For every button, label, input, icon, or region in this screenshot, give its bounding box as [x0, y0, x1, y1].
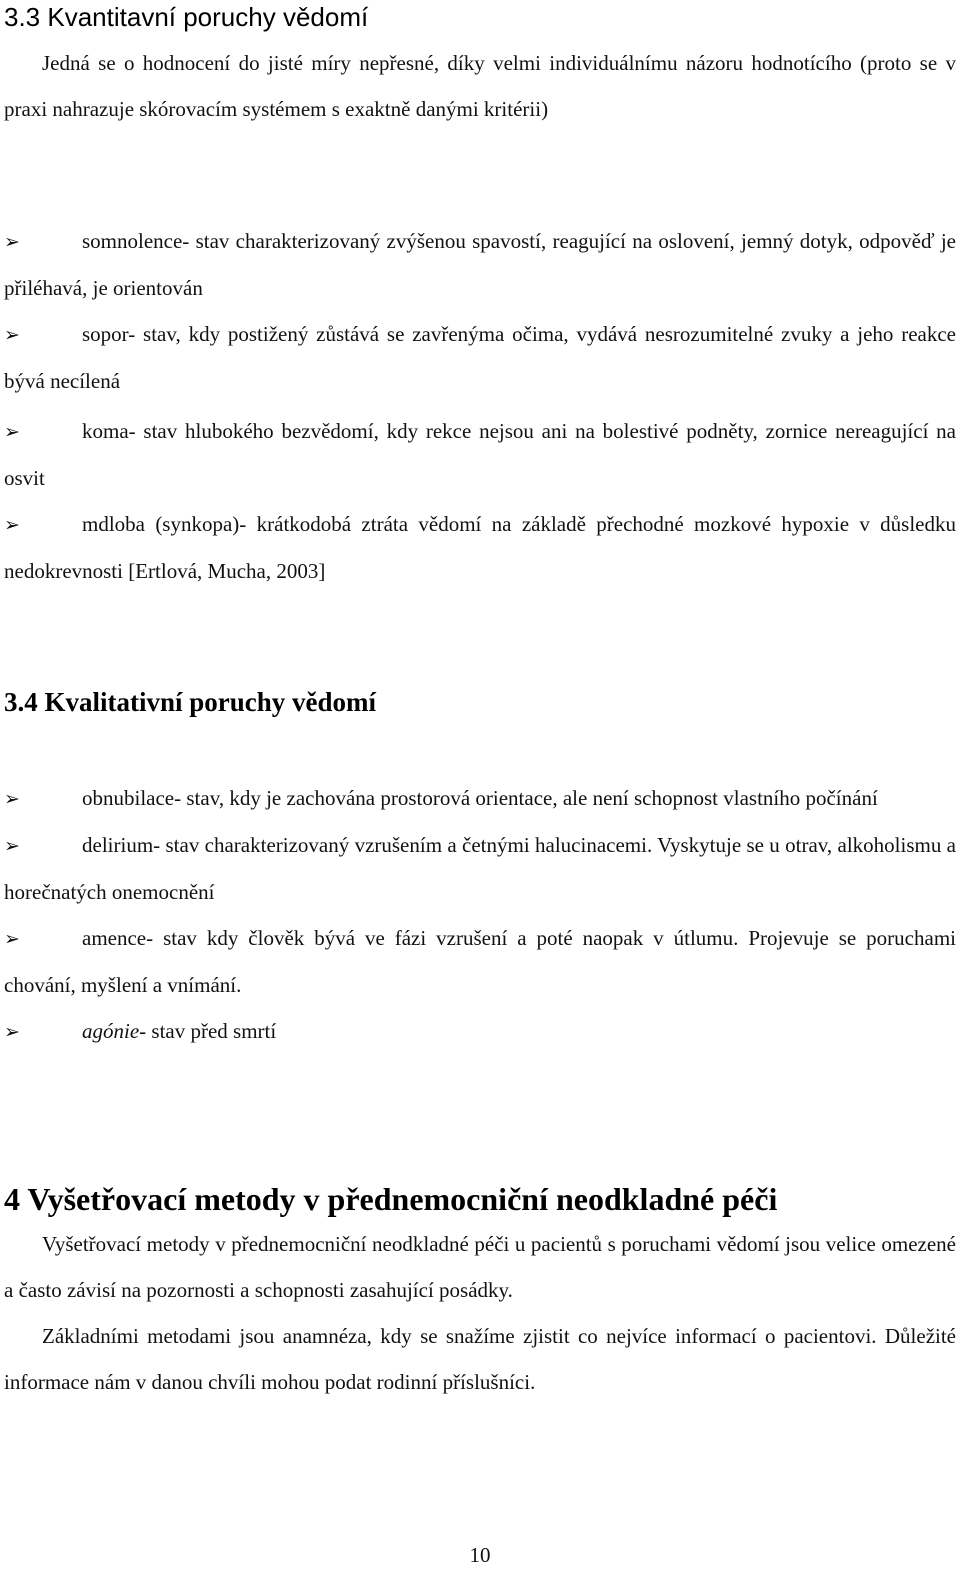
- list-item: [4, 915, 956, 1008]
- list-item-text: stav hlubokého bezvědomí, kdy rekce nejsou ani na bolestivé podněty, zornice nereagující na osvit: [4, 419, 956, 490]
- list-item-text: stav, kdy postižený zůstává se zavřenýma očima, vydává nesrozumitelné zvuky a jeho reakce bývá necílená: [4, 322, 956, 393]
- page-number: 10: [469, 1543, 491, 1567]
- list-item-text: stav charakterizovaný vzrušením a četnými halucinacemi. Vyskytuje se u otrav, alkoholismu a horečnatých onemocnění: [4, 833, 956, 904]
- list-item: [4, 311, 956, 404]
- section-4-body: [4, 1221, 956, 1405]
- list-item-term: somnolence-: [82, 229, 190, 253]
- arrow-bullet-icon: ➢: [4, 835, 20, 857]
- list-item-text: stav před smrtí: [146, 1019, 277, 1043]
- list-item: [4, 775, 956, 822]
- list-item: [4, 218, 956, 311]
- list-item-text: stav, kdy je zachována prostorová orientace, ale není schopnost vlastního počínání: [181, 786, 878, 810]
- body-paragraph: Základními metodami jsou anamnéza, kdy se snažíme zjistit co nejvíce informací o pacientovi. Důležité informace nám v danou chvíli mohou podat rodinní příslušníci.: [4, 1324, 956, 1394]
- quantitative-list: [4, 218, 956, 594]
- list-item-term: mdloba (synkopa)-: [82, 512, 247, 536]
- section-heading: 3.3 Kvantitavní poruchy vědomí: [4, 2, 369, 32]
- list-item-term: amence-: [82, 926, 154, 950]
- section-3-4: [4, 686, 956, 718]
- arrow-bullet-icon: ➢: [4, 788, 20, 810]
- chapter-heading: 4 Vyšetřovací metody v přednemocniční neodkladné péči: [4, 1181, 778, 1217]
- list-item-term: koma-: [82, 419, 136, 443]
- arrow-bullet-icon: ➢: [4, 231, 20, 253]
- list-item-term: delirium-: [82, 833, 161, 857]
- list-item-text: krátkodobá ztráta vědomí na základě přechodné mozkové hypoxie v důsledku nedokrevnosti [Ertlová, Mucha, 2003]: [4, 512, 957, 583]
- list-item: [4, 1008, 956, 1055]
- arrow-bullet-icon: ➢: [4, 1021, 20, 1043]
- list-item-term: obnubilace-: [82, 786, 182, 810]
- section-3-3: [4, 2, 956, 132]
- arrow-bullet-icon: ➢: [4, 421, 20, 443]
- section-heading: 3.4 Kvalitativní poruchy vědomí: [4, 687, 377, 717]
- list-item: [4, 822, 956, 915]
- arrow-bullet-icon: ➢: [4, 928, 20, 950]
- body-paragraph: Vyšetřovací metody v přednemocniční neodkladné péči u pacientů s poruchami vědomí jsou velice omezené a často závisí na pozornosti a schopnosti zasahující posádky.: [4, 1232, 956, 1302]
- section-4: [4, 1180, 956, 1218]
- list-item: [4, 501, 956, 594]
- list-item-term: sopor-: [82, 322, 136, 346]
- intro-paragraph: Jedná se o hodnocení do jisté míry nepřesné, díky velmi individuálnímu názoru hodnotícího (proto se v praxi nahrazuje skórovacím systémem s exaktně danými kritérii): [4, 51, 956, 121]
- list-item-term: agónie-: [82, 1019, 147, 1043]
- list-item: [4, 408, 956, 501]
- qualitative-list: [4, 775, 956, 1055]
- list-item-text: stav kdy člověk bývá ve fázi vzrušení a poté naopak v útlumu. Projevuje se poruchami chování, myšlení a vnímání.: [4, 926, 956, 997]
- list-item-text: stav charakterizovaný zvýšenou spavostí, reagující na oslovení, jemný dotyk, odpověď je přiléhavá, je orientován: [4, 229, 956, 300]
- arrow-bullet-icon: ➢: [4, 514, 20, 536]
- arrow-bullet-icon: ➢: [4, 324, 20, 346]
